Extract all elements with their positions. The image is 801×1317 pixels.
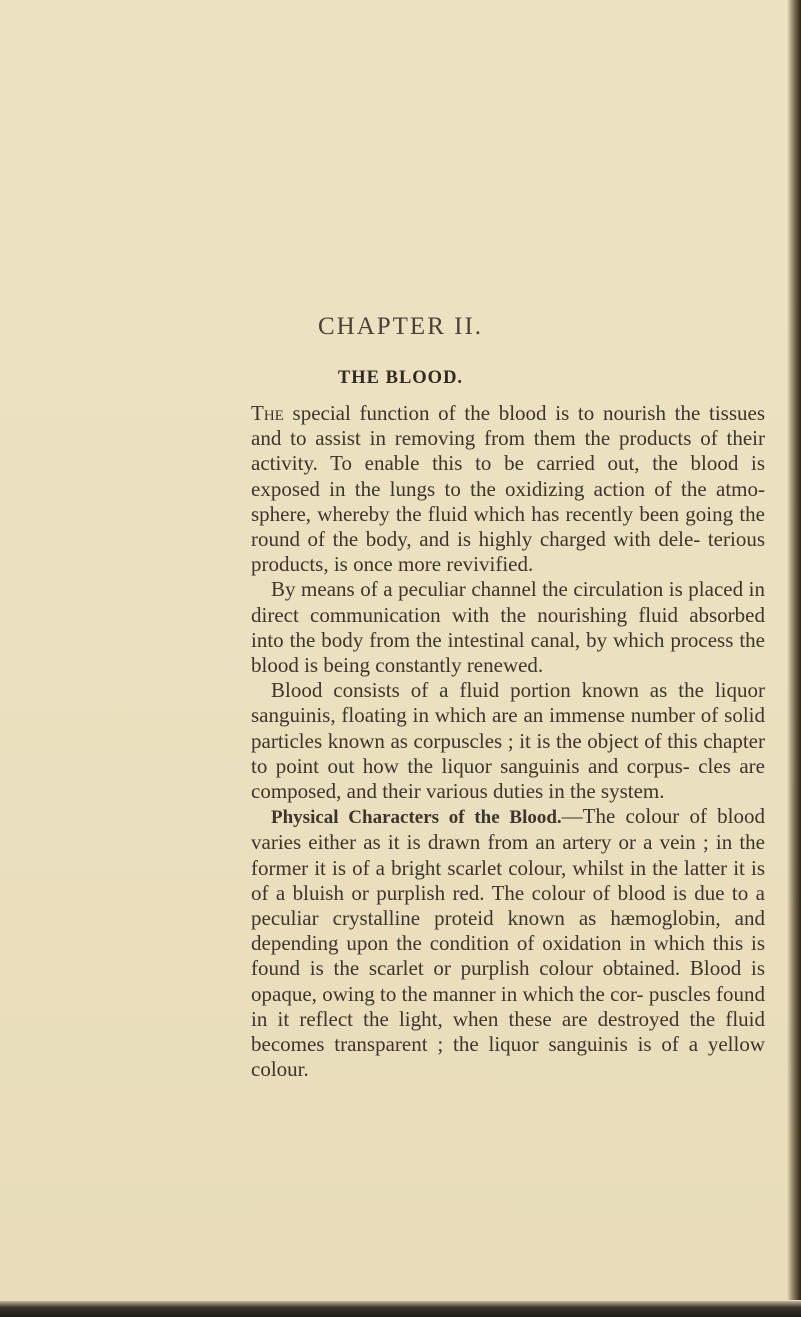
paragraph-3: Blood consists of a fluid portion known as the liquor sanguinis, floating in which are an immense number of solid particles known as corpuscles ; it is the object of this chapter to point out how the liquor sanguinis and corpus- cles are composed, and their various duties in the system. — [251, 678, 765, 804]
paragraph-4 — [251, 804, 765, 1082]
page-bottom-edge — [0, 1301, 801, 1317]
paragraph-2: By means of a peculiar channel the circulation is placed in direct communication with the nourishing fluid absorbed into the body from the intestinal canal, by which process the blood is being constantly renewed. — [251, 577, 765, 678]
paragraph-4-text: —The colour of blood varies either as it is drawn from an artery or a vein ; in the former it is of a bright scarlet colour, whilst in the latter it is of a bluish or purplish red. The colour of blood is due to a peculiar crystalline proteid known as hæmoglobin, and depending upon the condition of oxidation in which this is found is the scarlet or purplish colour obtained. Blood is opaque, owing to the manner in which the cor- puscles found in it reflect the light, when these are destroyed the fluid becomes transparent ; the liquor sanguinis is of a yellow colour. — [251, 804, 765, 1082]
section-heading: Physical Characters of the Blood. — [271, 807, 562, 829]
page-title: THE BLOOD. — [337, 368, 464, 388]
paragraph-lead-word: The — [251, 401, 284, 425]
page-edge-shadow — [787, 0, 801, 1300]
paragraph-1-text: special function of the blood is to nourish the tissues and to assist in removing from them the products of their activity. To enable this to be carried out, the blood is exposed in the lungs to the oxidizing action of the atmo- sphere, whereby the fluid which has recently been going the round of the body, and is highly charged with dele- terious products, is once more revivified. — [251, 401, 765, 577]
chapter-label: CHAPTER II. — [317, 313, 484, 340]
body-text — [251, 401, 765, 1082]
paragraph-1 — [251, 401, 765, 577]
